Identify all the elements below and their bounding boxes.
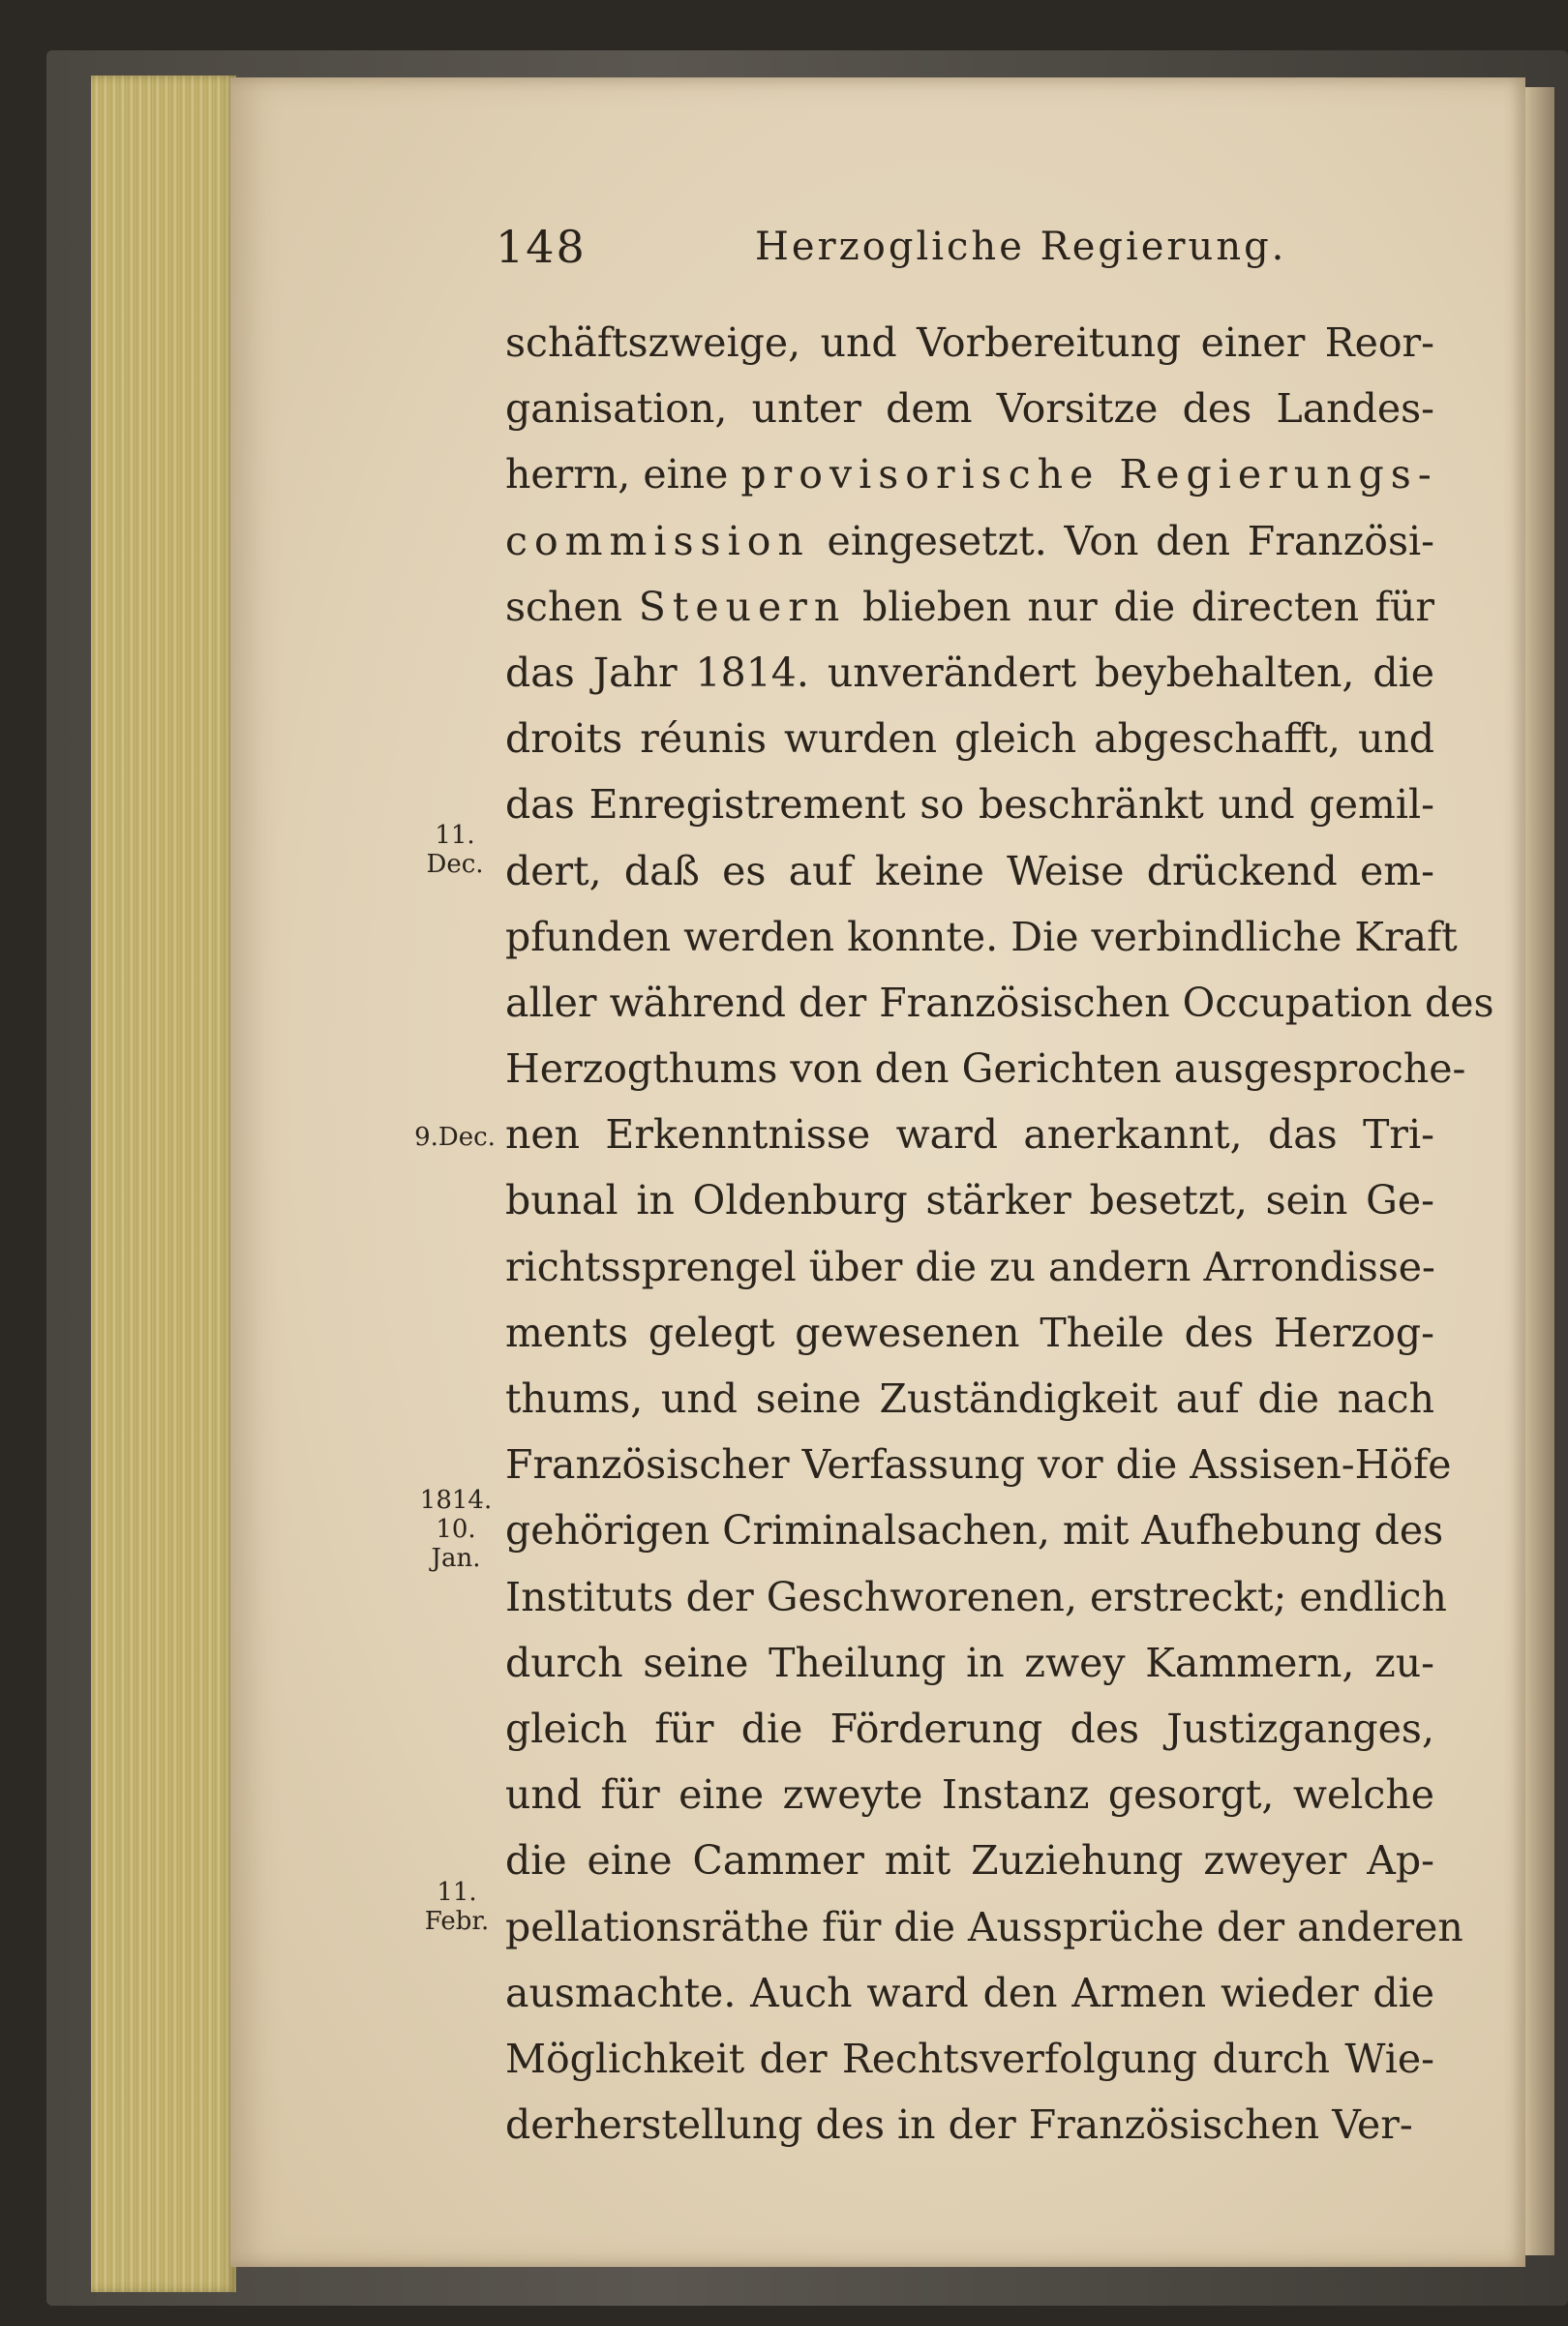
text-line: ments gelegt gewesenen Theile des Herzog- — [505, 1309, 1434, 1356]
text-line: droits réunis wurden gleich abgeschafft, und — [505, 715, 1434, 763]
text-line: Französischer Verfassung vor die Assisen-Höfe — [505, 1441, 1452, 1489]
margin-note-date: 11. Febr. — [424, 1878, 490, 1936]
text-line: aller während der Französischen Occupation des — [505, 979, 1494, 1026]
facing-page-edge — [1525, 87, 1554, 2255]
page-edges — [91, 76, 236, 2292]
text-line: thums, und seine Zuständigkeit auf die nach — [505, 1375, 1434, 1422]
text-line: Instituts der Geschworenen, erstreckt; endlich — [505, 1573, 1447, 1620]
text-line: das Enregistrement so beschränkt und gemil- — [505, 781, 1434, 829]
margin-note-date: 11. Dec. — [426, 821, 484, 879]
body-text — [505, 310, 1494, 2158]
text-line: gehörigen Criminalsachen, mit Aufhebung des — [505, 1507, 1444, 1555]
running-title: Herzogliche Regierung. — [755, 225, 1287, 269]
text-line: pellationsräthe für die Aussprüche der anderen — [505, 1903, 1463, 1950]
margin-note-date: 9.Dec. — [414, 1123, 496, 1152]
text-line: derherstellung des in der Französischen Ver- — [505, 2101, 1413, 2149]
text-line: ganisation, unter dem Vorsitze des Landes- — [505, 385, 1434, 433]
text-line: das Jahr 1814. unverändert beybehalten, die — [505, 649, 1434, 696]
text-line: dert, daß es auf keine Weise drückend em- — [505, 847, 1434, 894]
text-line: ausmachte. Auch ward den Armen wieder die — [505, 1969, 1434, 2016]
text-line: schäftszweige, und Vorbereitung einer Reor- — [505, 319, 1434, 366]
page-number: 148 — [496, 221, 587, 273]
text-line: nen Erkenntnisse ward anerkannt, das Tri- — [505, 1111, 1434, 1159]
text-line: pfunden werden konnte. Die verbindliche Kraft — [505, 913, 1458, 960]
text-line: durch seine Theilung in zwey Kammern, zu- — [505, 1639, 1434, 1686]
text-line: bunal in Oldenburg stärker besetzt, sein Ge- — [505, 1177, 1434, 1224]
text-line: herrn, eine provisorische Regierungs- — [505, 451, 1438, 498]
text-line: gleich für die Förderung des Justizganges, — [505, 1705, 1434, 1752]
text-line: Möglichkeit der Rechtsverfolgung durch Wie- — [505, 2035, 1434, 2082]
text-line: und für eine zweyte Instanz gesorgt, welche — [505, 1771, 1434, 1819]
text-line: commission eingesetzt. Von den Französi- — [505, 517, 1434, 564]
text-line: die eine Cammer mit Zuziehung zweyer Ap- — [505, 1837, 1434, 1885]
text-line: richtssprengel über die zu andern Arrondisse- — [505, 1243, 1435, 1290]
text-line: Herzogthums von den Gerichten ausgesproche- — [505, 1045, 1466, 1093]
margin-note-date: 1814. 10. Jan. — [419, 1486, 493, 1573]
text-line: schen Steuern blieben nur die directen für — [505, 583, 1434, 630]
